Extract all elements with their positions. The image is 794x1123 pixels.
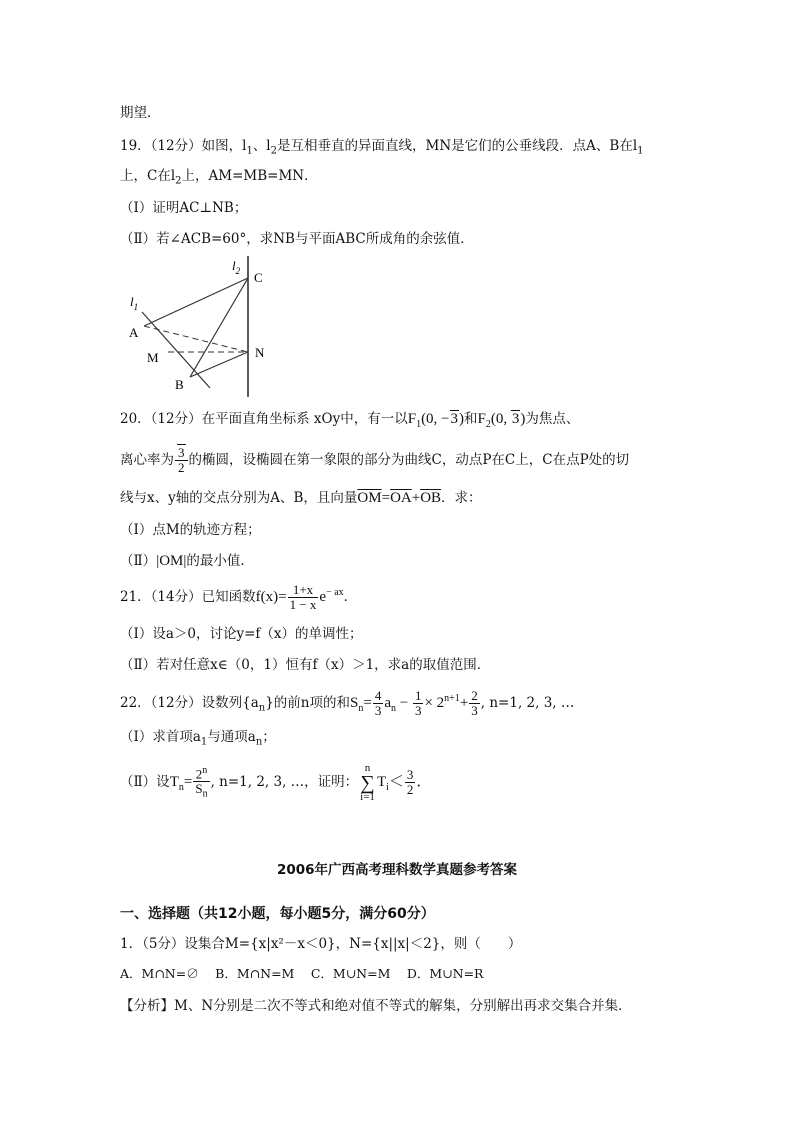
q19-line1 [120, 137, 644, 161]
analysis-tag: 【分析】 [120, 998, 174, 1014]
q20-text: 离心率为 [120, 452, 174, 468]
label-B: B [175, 377, 184, 392]
answer-analysis [120, 997, 632, 1015]
sub: 1 [246, 145, 253, 157]
q22-part2: （Ⅱ）设$T_n=$ $\frac{2^n}{S_n}$ , n=1, 2, 3, …，证明： n ∑ i=1 $T_i<$ $\frac{3}{2}$ ． [120, 761, 432, 803]
label-M: M [147, 350, 159, 365]
section-heading: 一、选择题（共12小题，每小题5分，满分60分） [120, 906, 435, 922]
sub: 2 [175, 175, 182, 187]
q21-text: 21．（14分）已知函数 [120, 589, 256, 605]
q20-line2 [120, 444, 629, 476]
q20-text: 和 [464, 411, 478, 427]
q21-function: f(x)= $\frac{1+x}{1 - x}$ $e^{- ax}$ [255, 582, 344, 613]
q20-text: 的椭圆，设椭圆在第一象限的部分为曲线C，动点P在C上，C在点P处的切 [188, 452, 630, 468]
answer-options: A．M∩N=∅ B．M∩N=M C．M∪N=M D．M∪N=R [120, 966, 484, 981]
sub: 2 [270, 145, 278, 157]
q20-part1: （Ⅰ）点M的轨迹方程； [120, 522, 261, 538]
analysis-text: M、N分别是二次不等式和绝对值不等式的解集，分别解出再求交集合并集． [174, 998, 632, 1014]
q19-text: 、l [252, 138, 271, 154]
F2-expr: $F_2(0$, 3) [477, 411, 526, 430]
text-line: 期望． [120, 105, 161, 121]
q20-part2: （Ⅱ）|OM|的最小值． [120, 553, 254, 569]
q19-text: 上，AM=MB=MN． [181, 168, 318, 184]
q19-part2: （Ⅱ）若∠ACB=60°，求NB与平面ABC所成角的余弦值． [120, 231, 474, 247]
q20-line3 [120, 489, 482, 507]
label-N: N [255, 345, 265, 360]
q22-line1: 22．（12分）设数列$\{a_n\}$的前n项的和$S_n=$ $\frac{4}{3}$ $a_n$ − $\frac{1}{3}$ × $2^{n+1}+$ $\frac{2}{3}$ , n=1, 2, 3, … [120, 688, 575, 719]
segment-BN [190, 352, 248, 377]
q20-text: 20．（12分）在平面直角坐标系 xOy中，有一以 [120, 411, 408, 427]
q20-text: 线与x、y轴的交点分别为A、B，且向量 [120, 490, 358, 506]
q22-part1: （Ⅰ）求首项$a_1$与通项$a_n$； [120, 729, 276, 748]
q21-part1: （Ⅰ）设a＞0，讨论y=f（x）的单调性； [120, 626, 363, 642]
q20-line1 [120, 410, 579, 434]
answer-title: 2006年广西高考理科数学真题参考答案 [276, 862, 518, 878]
q19-text: 是互相垂直的异面直线，MN是它们的公垂线段．点A、B在l [277, 138, 638, 154]
eccentricity-fraction: $\frac{3}{2}$ [175, 446, 188, 475]
q19-head: 19．（12分）如图，l [120, 138, 247, 154]
label-A: A [129, 325, 139, 340]
F1-expr: $F_1(0$, −3) [407, 411, 465, 430]
label-l2: $l_2$ [232, 258, 241, 276]
sum-inequality: n ∑ i=1 $T_i<$ $\frac{3}{2}$ ． [360, 761, 432, 803]
q19-line2 [120, 167, 318, 191]
geometry-figure [120, 256, 290, 398]
q20-text: 为焦点、 [525, 411, 580, 427]
label-l1: $l_1$ [130, 294, 139, 312]
sub: 1 [637, 145, 644, 157]
label-C: C [254, 270, 263, 285]
q21-part2: （Ⅱ）若对任意x∈（0，1）恒有f（x）＞1，求a的取值范围． [120, 657, 491, 673]
T-definition: $T_n=$ $\frac{2^n}{S_n}$ [169, 764, 208, 800]
q19-text: 上，C在l [120, 168, 176, 184]
segment-AC [144, 278, 248, 326]
q21-line1: 21．（14分）已知函数f(x)= $\frac{1+x}{1 - x}$ $e^{- ax}$． [120, 582, 358, 613]
q22-sum-formula: $S_n=$ $\frac{4}{3}$ $a_n$ − $\frac{1}{3}$ × $2^{n+1}+$ $\frac{2}{3}$ [350, 688, 478, 719]
vector-equation: $\overline{OM}=\overline{OA}+\overline{OB}$ [357, 490, 442, 506]
segment-BC [190, 278, 248, 377]
q20-text: ．求： [441, 490, 482, 506]
answer-q1: 1．（5分）设集合M={x|x²－x＜0}，N={x||x|＜2}，则（ ） [120, 936, 522, 952]
segment-AN [144, 326, 248, 352]
q19-part1: （Ⅰ）证明AC⊥NB； [120, 200, 248, 216]
